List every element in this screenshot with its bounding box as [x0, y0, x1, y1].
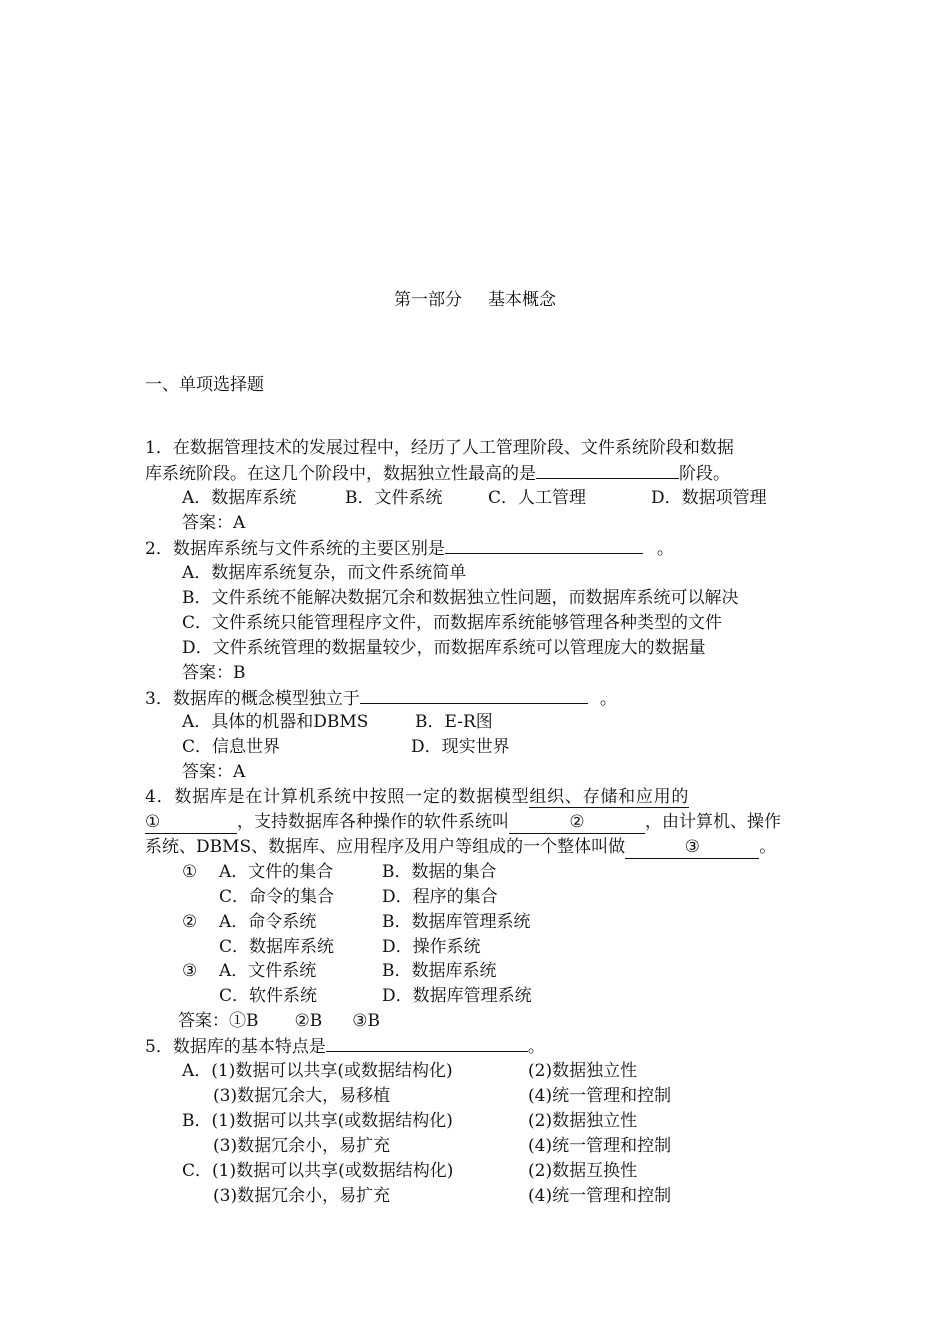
q4-answer [178, 1010, 380, 1032]
q2-option-a: A．数据库系统复杂，而文件系统简单 [182, 563, 467, 583]
q4-blank-1: ① [145, 811, 237, 834]
title-name: 基本概念 [488, 290, 556, 310]
q1-option-d: D．数据项管理 [651, 488, 767, 508]
q4-stem-end: 。 [759, 837, 777, 857]
q5-stem [145, 1035, 545, 1058]
q3-stem-end: 。 [599, 689, 617, 709]
q4-stem-text-2: ，支持数据库各种操作的软件系统叫 [237, 812, 509, 832]
q4-group1-option-a: A．文件的集合 [219, 862, 334, 882]
q2-stem-end: 。 [656, 539, 674, 559]
q5-option-c-1: C．(1)数据可以共享(或数据结构化) [182, 1161, 454, 1181]
q4-stem-text-1: 4．数据库是在计算机系统中按照一定的数据模型 [145, 787, 530, 807]
q5-option-a-2: (2)数据独立性 [528, 1061, 638, 1081]
q3-option-d: D．现实世界 [411, 737, 510, 757]
q4-group1-option-b: B．数据的集合 [382, 862, 497, 882]
q2-answer: 答案：B [182, 663, 246, 683]
q3-option-a: A．具体的机器和DBMS [182, 712, 369, 732]
q4-group3-option-a: A．文件系统 [219, 961, 317, 981]
q3-stem [145, 687, 617, 710]
q4-blank-2: ② [509, 811, 645, 834]
q2-stem [145, 537, 674, 560]
q4-group2-mark: ② [182, 912, 198, 932]
q4-underlined-phrase: 组织、存储和应用的 [529, 787, 690, 807]
q4-stem-text-4: 系统、DBMS、数据库、应用程序及用户等组成的一个整体叫做 [145, 837, 626, 857]
q5-option-c-3: (3)数据冗余小，易扩充 [213, 1186, 391, 1206]
page-title [0, 289, 950, 311]
q4-group3-mark: ③ [182, 961, 198, 981]
q5-option-c-4: (4)统一管理和控制 [528, 1186, 672, 1206]
q3-option-b: B．E-R图 [415, 712, 493, 732]
q4-group1-option-d: D．程序的集合 [382, 887, 498, 907]
q5-option-a-1: A．(1)数据可以共享(或数据结构化) [182, 1061, 453, 1081]
q4-group2-option-c: C．数据库系统 [219, 937, 335, 957]
q4-answer-3: ③B [352, 1011, 380, 1031]
q4-stem-line3 [145, 836, 776, 859]
q5-option-b-2: (2)数据独立性 [528, 1111, 638, 1131]
q3-answer: 答案：A [182, 762, 246, 782]
q5-option-c-2: (2)数据互换性 [528, 1161, 638, 1181]
q4-group2-option-b: B．数据库管理系统 [382, 912, 531, 932]
q3-option-c: C．信息世界 [182, 737, 281, 757]
q5-stem-end: 。 [527, 1037, 545, 1057]
q3-blank [360, 687, 588, 704]
q2-blank [445, 537, 643, 554]
q2-stem-text: 2．数据库系统与文件系统的主要区别是 [145, 539, 445, 559]
q4-group3-option-b: B．数据库系统 [382, 961, 497, 981]
q1-stem-line2 [145, 462, 730, 485]
q4-group2-option-a: A．命令系统 [219, 912, 317, 932]
q5-option-b-4: (4)统一管理和控制 [528, 1136, 672, 1156]
q5-blank [326, 1035, 528, 1052]
q1-option-b: B．文件系统 [345, 488, 443, 508]
q5-option-b-1: B．(1)数据可以共享(或数据结构化) [182, 1111, 453, 1131]
q4-stem-text-3: ，由计算机、操作 [645, 812, 781, 832]
q4-answer-1: 答案：①B [178, 1011, 259, 1031]
q1-stem-text: 库系统阶段。在这几个阶段中，数据独立性最高的是 [145, 464, 536, 484]
q1-stem-line1: 1．在数据管理技术的发展过程中，经历了人工管理阶段、文件系统阶段和数据 [145, 438, 734, 458]
q4-group2-option-d: D．操作系统 [382, 937, 481, 957]
q4-answer-2: ②B [294, 1011, 323, 1031]
q4-group3-option-c: C．软件系统 [219, 986, 318, 1006]
q1-answer: 答案：A [182, 513, 246, 533]
q4-group1-mark: ① [182, 862, 198, 882]
title-part: 第一部分 [394, 290, 462, 310]
q4-stem-line1 [145, 786, 689, 808]
q2-option-c: C．文件系统只能管理程序文件，而数据库系统能够管理各种类型的文件 [182, 613, 723, 633]
q4-group1-option-c: C．命令的集合 [219, 887, 335, 907]
q5-option-a-3: (3)数据冗余大，易移植 [213, 1086, 391, 1106]
section-heading: 一、单项选择题 [145, 375, 264, 395]
q2-option-d: D．文件系统管理的数据量较少，而数据库系统可以管理庞大的数据量 [182, 638, 706, 658]
q5-option-b-3: (3)数据冗余小，易扩充 [213, 1136, 391, 1156]
q5-stem-text: 5．数据库的基本特点是 [145, 1037, 326, 1057]
q4-stem-line2 [145, 811, 781, 834]
q4-group3-option-d: D．数据库管理系统 [382, 986, 532, 1006]
q1-blank [536, 462, 679, 479]
q4-blank-3: ③ [625, 836, 759, 859]
q5-option-a-4: (4)统一管理和控制 [528, 1086, 672, 1106]
q1-option-a: A．数据库系统 [182, 488, 297, 508]
q3-stem-text: 3．数据库的概念模型独立于 [145, 689, 360, 709]
q1-option-c: C．人工管理 [488, 488, 587, 508]
q1-stem-end: 阶段。 [679, 464, 730, 484]
q2-option-b: B．文件系统不能解决数据冗余和数据独立性问题，而数据库系统可以解决 [182, 588, 739, 608]
